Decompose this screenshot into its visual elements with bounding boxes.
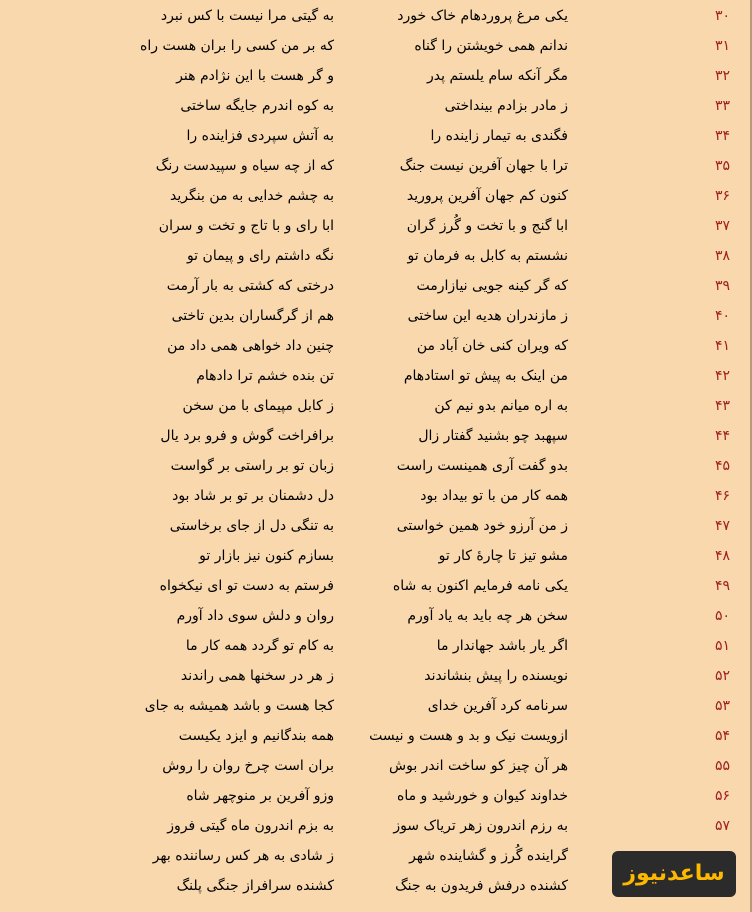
second-hemistich: ز هر در سخنها همی راندند [180,668,334,684]
verse-row [0,93,748,123]
second-hemistich: فرستم به دست تو ای نیکخواه [159,578,334,594]
verse-row [0,603,748,633]
verse-row [0,393,748,423]
verse-row [0,483,748,513]
first-hemistich: که ویران کنی خان آباد من [416,338,568,354]
verse-number: ۴۲ [714,368,730,384]
verse-number: ۳۵ [714,158,730,174]
verse-number: ۴۷ [714,518,730,534]
verse-row [0,633,748,663]
second-hemistich: کشنده سرافراز جنگی پلنگ [176,878,334,894]
second-hemistich: و گر هست با این نژادم هنر [176,68,334,84]
verse-number: ۵۶ [714,788,730,804]
verse-number: ۵۴ [714,728,730,744]
second-hemistich: برافراخت گوش و فرو برد یال [160,428,334,444]
first-hemistich: فگندی به تیمار زاینده را [430,128,568,144]
verse-number: ۳۱ [714,38,730,54]
first-hemistich: سخن هر چه باید به یاد آورم [407,608,568,624]
first-hemistich: بدو گفت آری همینست راست [396,458,568,474]
second-hemistich: تن بنده خشم ترا دادهام [196,368,334,384]
second-hemistich: نگه داشتم رای و پیمان تو [186,248,334,264]
verse-row [0,453,748,483]
verse-row [0,3,748,33]
first-hemistich: مشو تیز تا چارهٔ کار تو [438,548,568,564]
first-hemistich: ز من آرزو خود همین خواستی [396,518,568,534]
verse-row [0,423,748,453]
verse-number: ۵۱ [714,638,730,654]
verse-row [0,183,748,213]
verse-number: ۳۰ [714,8,730,24]
first-hemistich: ازویست نیک و بد و هست و نیست [369,728,568,744]
verse-row [0,333,748,363]
verse-number: ۵۰ [714,608,730,624]
verse-number: ۵۵ [714,758,730,774]
first-hemistich: ابا گنج و با تخت و گُرز گران [406,218,568,234]
first-hemistich: من اینک به پیش تو استادهام [403,368,568,384]
verse-row [0,33,748,63]
saednews-logo: ساعدنیوز [612,851,736,897]
verse-row [0,303,748,333]
verse-number: ۳۶ [714,188,730,204]
second-hemistich: به آتش سپردی فزاینده را [186,128,334,144]
verse-row [0,573,748,603]
verse-number: ۳۷ [714,218,730,234]
verse-row [0,813,748,843]
second-hemistich: ز کابل مپیمای با من سخن [182,398,334,414]
second-hemistich: به تنگی دل از جای برخاستی [169,518,334,534]
verse-number: ۳۴ [714,128,730,144]
second-hemistich: به کام تو گردد همه کار ما [185,638,334,654]
first-hemistich: که گر کینه جویی نیازارمت [416,278,568,294]
verse-number: ۴۸ [714,548,730,564]
verse-row [0,693,748,723]
second-hemistich: ز شادی به هر کس رساننده بهر [152,848,334,864]
verse-number: ۴۴ [714,428,730,444]
second-hemistich: کجا هست و باشد همیشه به جای [144,698,334,714]
second-hemistich: به کوه اندرم جایگه ساختی [180,98,334,114]
first-hemistich: یکی مرغ پروردهام خاک خورد [397,8,568,24]
verse-row [0,783,748,813]
verse-number: ۴۹ [714,578,730,594]
second-hemistich: همه بندگانیم و ایزد یکیست [178,728,334,744]
verse-row [0,663,748,693]
first-hemistich: ز مازندران هدیه این ساختی [407,308,568,324]
verse-row [0,123,748,153]
first-hemistich: نویسنده را پیش بنشاندند [424,668,568,684]
first-hemistich: کشنده درفش فریدون به جنگ [395,878,568,894]
verse-number: ۳۳ [714,98,730,114]
verse-number: ۵۲ [714,668,730,684]
second-hemistich: ابا رای و با تاج و تخت و سران [158,218,334,234]
verse-number: ۳۲ [714,68,730,84]
verse-row [0,723,748,753]
first-hemistich: خداوند کیوان و خورشید و ماه [396,788,568,804]
second-hemistich: به بزم اندرون ماه گیتی فروز [167,818,334,834]
verse-row [0,543,748,573]
verse-row [0,363,748,393]
second-hemistich: وزو آفرین بر منوچهر شاه [186,788,334,804]
second-hemistich: که بر من کسی را بران هست راه [140,38,334,54]
first-hemistich: ترا با جهان آفرین نیست جنگ [399,158,568,174]
first-hemistich: به اره میانم بدو نیم کن [434,398,568,414]
first-hemistich: یکی نامه فرمایم اکنون به شاه [392,578,568,594]
second-hemistich: بران است چرخ روان را روش [162,758,334,774]
verse-number: ۴۰ [714,308,730,324]
verse-row [0,213,748,243]
first-hemistich: مگر آنکه سام یلستم پدر [426,68,568,84]
second-hemistich: به چشم خدایی به من بنگرید [170,188,334,204]
verse-row [0,63,748,93]
first-hemistich: به رزم اندرون زهر تریاک سوز [393,818,568,834]
second-hemistich: دل دشمنان بر تو بر شاد بود [172,488,334,504]
first-hemistich: ندانم همی خویشتن را گناه [414,38,568,54]
second-hemistich: به گیتی مرا نیست با کس نبرد [160,8,334,24]
first-hemistich: اگر یار باشد جهاندار ما [436,638,568,654]
verse-row [0,153,748,183]
first-hemistich: سرنامه کرد آفرین خدای [427,698,568,714]
second-hemistich: درختی که کشتی به بار آرمت [166,278,334,294]
first-hemistich: سپهبد چو بشنید گفتار زال [418,428,568,444]
verse-number: ۴۱ [714,338,730,354]
verse-number: ۵۷ [714,818,730,834]
first-hemistich: کنون کم جهان آفرین پرورید [406,188,568,204]
second-hemistich: زبان تو بر راستی بر گواست [170,458,334,474]
first-hemistich: نشستم به کابل به فرمان تو [407,248,568,264]
verse-number: ۳۹ [714,278,730,294]
verse-list [0,3,748,903]
verse-number: ۴۵ [714,458,730,474]
verse-number: ۴۳ [714,398,730,414]
first-hemistich: هر آن چیز کو ساخت اندر بوش [389,758,568,774]
second-hemistich: روان و دلش سوی داد آورم [176,608,334,624]
second-hemistich: که از چه سیاه و سپیدست رنگ [155,158,334,174]
verse-row [0,753,748,783]
verse-row [0,513,748,543]
first-hemistich: گراینده گُرز و گشاینده شهر [409,848,568,864]
verse-row [0,273,748,303]
second-hemistich: بسازم کنون نیز بازار تو [199,548,334,564]
first-hemistich: ز مادر بزادم بینداختی [444,98,568,114]
verse-number: ۵۳ [714,698,730,714]
verse-number: ۳۸ [714,248,730,264]
first-hemistich: همه کار من با تو بیداد بود [420,488,568,504]
second-hemistich: چنین داد خواهی همی داد من [167,338,334,354]
verse-number: ۴۶ [714,488,730,504]
verse-row [0,243,748,273]
second-hemistich: هم از گرگساران بدین تاختی [171,308,334,324]
